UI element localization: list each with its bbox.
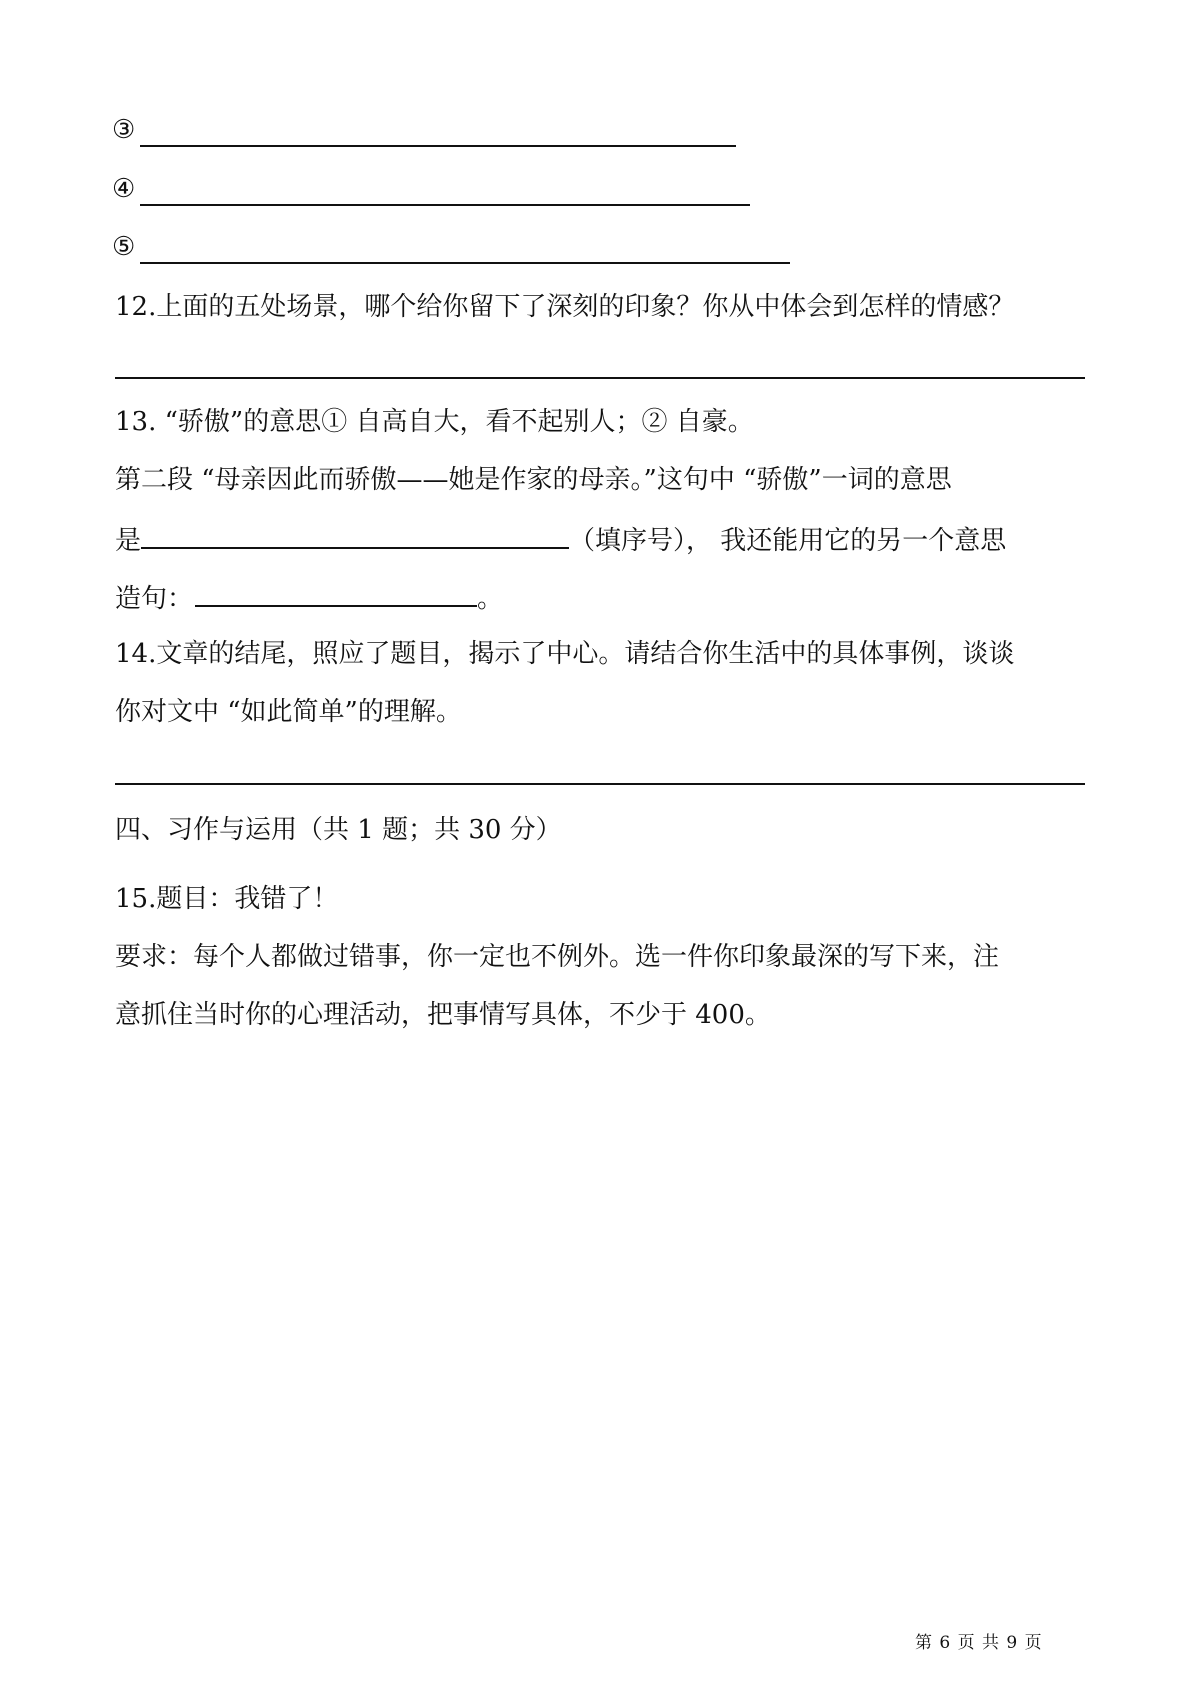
answer-blank-4[interactable] [140, 204, 750, 206]
question-14-line-1: 14.文章的结尾，照应了题目，揭示了中心。请结合你生活中的具体事例，谈谈 [115, 639, 1015, 669]
question-13-sentence-line [115, 579, 503, 616]
question-15-requirement-line-1: 要求：每个人都做过错事，你一定也不例外。选一件你印象最深的写下来，注 [115, 942, 1000, 972]
answer-blank-5[interactable] [140, 262, 790, 264]
question-13-fill-suffix: （填序号）， 我还能用它的另一个意思 [569, 526, 1007, 556]
answer-marker-3: ③ [112, 115, 136, 145]
question-14-line-2: 你对文中 “如此简单”的理解。 [115, 697, 462, 727]
answer-blank-3[interactable] [140, 145, 736, 147]
question-13-definition: 13. “骄傲”的意思① 自高自大，看不起别人；② 自豪。 [115, 407, 754, 437]
question-15-title: 15.题目：我错了！ [115, 884, 339, 914]
section-4-heading: 四、习作与运用（共 1 题；共 30 分） [115, 815, 562, 845]
question-13-sentence-suffix: 。 [477, 584, 504, 614]
question-13-fill-prefix: 是 [115, 526, 142, 556]
page-number: 第 6 页 共 9 页 [915, 1633, 1043, 1653]
answer-blank-12[interactable] [115, 377, 1085, 379]
answer-blank-13-sentence[interactable] [195, 579, 477, 607]
question-13-prompt: 第二段 “母亲因此而骄傲——她是作家的母亲。”这句中 “骄傲”一词的意思 [115, 465, 952, 495]
answer-blank-14[interactable] [115, 783, 1085, 785]
answer-marker-5: ⑤ [112, 232, 136, 262]
question-15-requirement-line-2: 意抓住当时你的心理活动，把事情写具体，不少于 400。 [115, 1000, 771, 1030]
answer-marker-4: ④ [112, 174, 136, 204]
question-12: 12.上面的五处场景，哪个给你留下了深刻的印象？你从中体会到怎样的情感？ [115, 292, 1015, 322]
question-13-fill-line [115, 521, 1006, 558]
question-13-sentence-prefix: 造句： [115, 584, 194, 614]
answer-blank-13-number[interactable] [141, 521, 569, 549]
